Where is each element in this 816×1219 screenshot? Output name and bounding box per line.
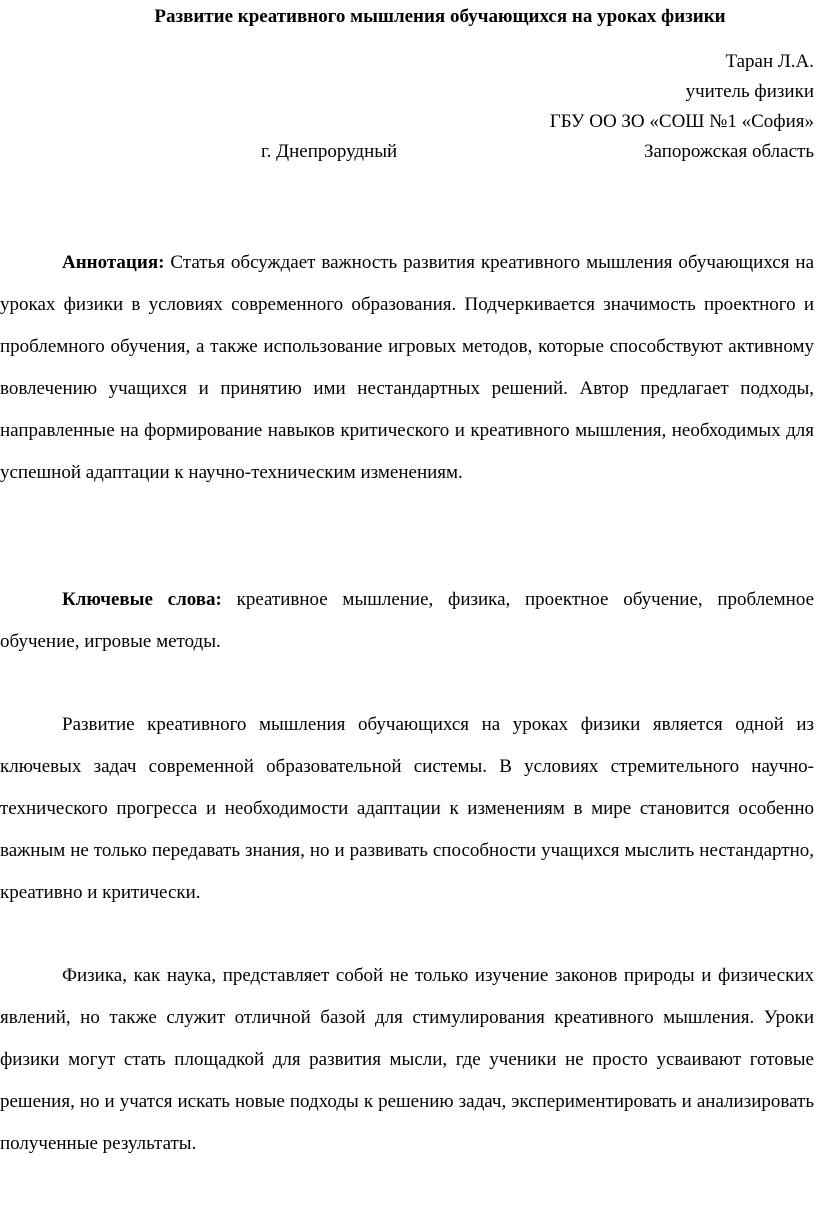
body-paragraph: Физика, как наука, представляет собой не только изучение законов природы и физических явлений, но также служит отличной базой для стимулирования креативного мышления. Уроки физики могут стать площадкой для развития мысли, где ученики не просто усваивают готовые решения, но и учатся искать новые подходы к решению задач, экспериментировать и анализировать полученные результаты. <box>0 965 814 1154</box>
annotation-label: Аннотация: <box>62 252 165 273</box>
document-title: Развитие креативного мышления обучающихся на уроках физики <box>154 6 726 27</box>
keywords-paragraph <box>0 579 814 663</box>
annotation-paragraph <box>0 242 814 494</box>
author-block <box>214 47 814 137</box>
author-school: ГБУ ОО ЗО «СОШ №1 «София» <box>549 111 814 132</box>
keywords-text: креативное мышление, физика, проектное обучение, проблемное обучение, игровые методы. <box>0 589 815 652</box>
author-name: Таран Л.А. <box>725 51 814 72</box>
annotation-text: Статья обсуждает важность развития креативного мышления обучающихся на уроках физики в условиях современного образования. Подчеркивается значимость проектного и проблемного обучения, а также использование игровых методов, которые способствуют активному вовлечению учащихся и принятию ими нестандартных решений. Автор предлагает подходы, направленные на формирование навыков критического и креативного мышления, необходимых для успешной адаптации к научно-техническим изменениям. <box>0 252 814 483</box>
body-paragraph: Развитие креативного мышления обучающихся на уроках физики является одной из ключевых задач современной образовательной системы. В условиях стремительного научно-технического прогресса и необходимости адаптации к изменениям в мире становится особенно важным не только передавать знания, но и развивать способности учащихся мыслить нестандартно, креативно и критически. <box>0 714 814 903</box>
author-region: Запорожская область <box>644 141 814 162</box>
keywords-label: Ключевые слова: <box>62 589 222 610</box>
author-position: учитель физики <box>685 81 814 102</box>
author-city: г. Днепрорудный <box>261 141 398 162</box>
